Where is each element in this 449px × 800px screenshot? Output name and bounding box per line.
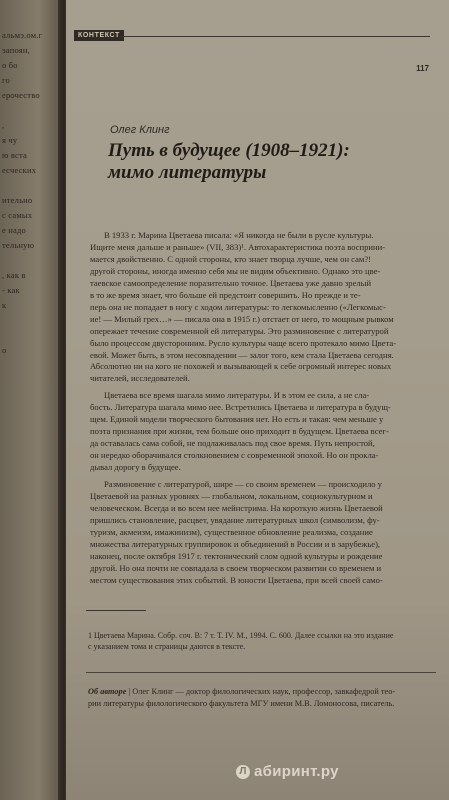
left-page-fragment: - как bbox=[2, 285, 20, 295]
text-line: перь она не попадает в ногу с ходом литературы: то легкомысленно («Легкомыс- bbox=[90, 301, 386, 312]
labirint-watermark bbox=[236, 763, 339, 780]
text-line: опережает течение современной ей литературы. Это разминовение с литературой bbox=[90, 325, 389, 336]
text-line: дывал дорогу в будущее. bbox=[90, 462, 181, 473]
left-page-fragment: о бо bbox=[2, 60, 18, 70]
about-label: Об авторе bbox=[88, 687, 127, 696]
text-line: множества литературных группировок и объединений в России и в зарубежье), bbox=[90, 538, 381, 549]
about-line: | Олег Клинг — доктор филологических наук, профессор, завкафедрой тео- bbox=[126, 687, 396, 696]
left-page-fragment: о bbox=[2, 345, 7, 355]
text-line: другой стороны, иногда именно себя мы не видим объективно. Однако это цве- bbox=[90, 265, 381, 276]
text-line: Ищите меня дальше и раньше» (VII, 383)¹. Автохарактеристика поэта восприни- bbox=[90, 241, 386, 252]
title-line-1: Путь в будущее (1908–1921): bbox=[108, 140, 350, 161]
text-line: Абсолютно ни на кого не похожей и вызывающей к себе огромный интерес новых bbox=[90, 361, 392, 372]
left-page-fragment: е надо bbox=[2, 225, 26, 235]
text-line: Разминовение с литературой, шире — со своим временем — происходило у bbox=[104, 479, 382, 490]
text-line: поэта признания при жизни, тем больше оно приходит в будущем. Цветаева всег- bbox=[90, 426, 389, 437]
text-line: В 1933 г. Марина Цветаева писала: «Я никогда не были в русле культуры. bbox=[104, 230, 374, 240]
book-page bbox=[66, 0, 449, 800]
article-title bbox=[108, 140, 428, 184]
text-line: другой. Но она почти не совпадала в своем творческом развитии со временем и bbox=[90, 562, 382, 573]
text-line: Цветаевой на разных уровнях — глобальном, локальном, социокультурном и bbox=[90, 491, 373, 502]
text-line: туризм, акмеизм, имажинизм), существенное обновление реализма, создание bbox=[90, 526, 373, 537]
text-line: пришлись становление, расцвет, увядание литературных школ (символизм, фу- bbox=[90, 514, 380, 525]
text-line: ие! — Милый грех…» — писала она в 1915 г.) отстает от него, то мощным рывком bbox=[90, 313, 394, 324]
text-line: таевское самоопределение поразительно точное. Цветаева уже давно зрелый bbox=[90, 277, 372, 288]
left-page-fragment: эапоян, bbox=[2, 45, 30, 55]
text-line: щем. Единой модели творческого бытования нет. Но есть и такая: чем меньше у bbox=[90, 414, 384, 425]
left-page-fragment: с самых bbox=[2, 210, 33, 220]
text-line: местом существования этих событий. В юности Цветаева, при всей своей само- bbox=[90, 574, 383, 585]
footnote bbox=[88, 630, 433, 652]
left-page-fragment: ерочество bbox=[2, 90, 40, 100]
article-paragraph bbox=[90, 390, 435, 474]
article-body bbox=[90, 230, 435, 592]
about-line: рии литературы филологического факультета МГУ имени М.В. Ломоносова, писатель. bbox=[88, 698, 395, 708]
text-line: Цветаева все время шагала мимо литературы. И в этом ее сила, а не сла- bbox=[104, 390, 370, 401]
title-line-2: мимо литературы bbox=[108, 162, 267, 183]
text-line: евой. Может быть, в этом несовпадении — залог того, кем стала Цветаева сегодня. bbox=[90, 349, 394, 360]
left-page-fragment: , bbox=[2, 120, 5, 130]
left-page-fragment: альмэ.ом.г bbox=[2, 30, 43, 40]
page-number: 117 bbox=[416, 64, 429, 73]
article-paragraph bbox=[90, 230, 435, 385]
left-page-fragment: , как в bbox=[2, 270, 26, 280]
text-line: было процессом двусторонним. Русло культуры чаще всего протекало мимо Цвета- bbox=[90, 337, 397, 348]
left-page-edge bbox=[0, 0, 64, 800]
text-line: мается двойственно. С одной стороны, кто знает творца лучше, чем он сам?! bbox=[90, 253, 372, 264]
header-rule bbox=[120, 36, 430, 37]
footnote-line: с указанием тома и страницы даются в тексте. bbox=[88, 642, 246, 651]
left-page-fragment: ю вста bbox=[2, 150, 28, 160]
about-rule bbox=[86, 672, 436, 673]
section-tag: КОНТЕКСТ bbox=[74, 30, 124, 41]
left-page-fragment: ительно bbox=[2, 195, 33, 205]
labirint-logo-icon: Л bbox=[236, 765, 250, 779]
left-page-fragment: к bbox=[2, 300, 7, 310]
text-line: он нередко оборачивался столкновением с современной эпохой. Но он прокла- bbox=[90, 450, 379, 461]
text-line: читателей, исследователей. bbox=[90, 373, 190, 384]
footnote-rule bbox=[86, 610, 146, 611]
text-line: человеческом. Всегда и во всем нее мейнстрима. На короткую жизнь Цветаевой bbox=[90, 502, 383, 513]
watermark-text: абиринт.ру bbox=[254, 763, 339, 780]
left-page-fragment: есческих bbox=[2, 165, 37, 175]
text-line: бость. Литература шагала мимо нее. Встретились Цветаева и литература в будущ- bbox=[90, 402, 391, 413]
text-line: наконец, после октября 1917 г. тектонический слом одной культуры и рождение bbox=[90, 550, 383, 561]
about-author bbox=[88, 686, 438, 709]
article-author: Олег Клинг bbox=[110, 124, 170, 136]
text-line: да оставалась сама собой, не подлаживалась под свое время. Путь непростой, bbox=[90, 438, 375, 449]
footnote-line: 1 Цветаева Марина. Собр. соч. В: 7 т. Т. IV. М., 1994. С. 600. Далее ссылки на это издание bbox=[88, 631, 394, 640]
text-line: в то же время знает, что больше ей предстоит совершить. Но прежде и те- bbox=[90, 289, 361, 300]
left-page-fragment: тельную bbox=[2, 240, 35, 250]
left-page-fragment: я чу bbox=[2, 135, 18, 145]
article-paragraph bbox=[90, 479, 435, 587]
left-page-fragment: го bbox=[2, 75, 10, 85]
